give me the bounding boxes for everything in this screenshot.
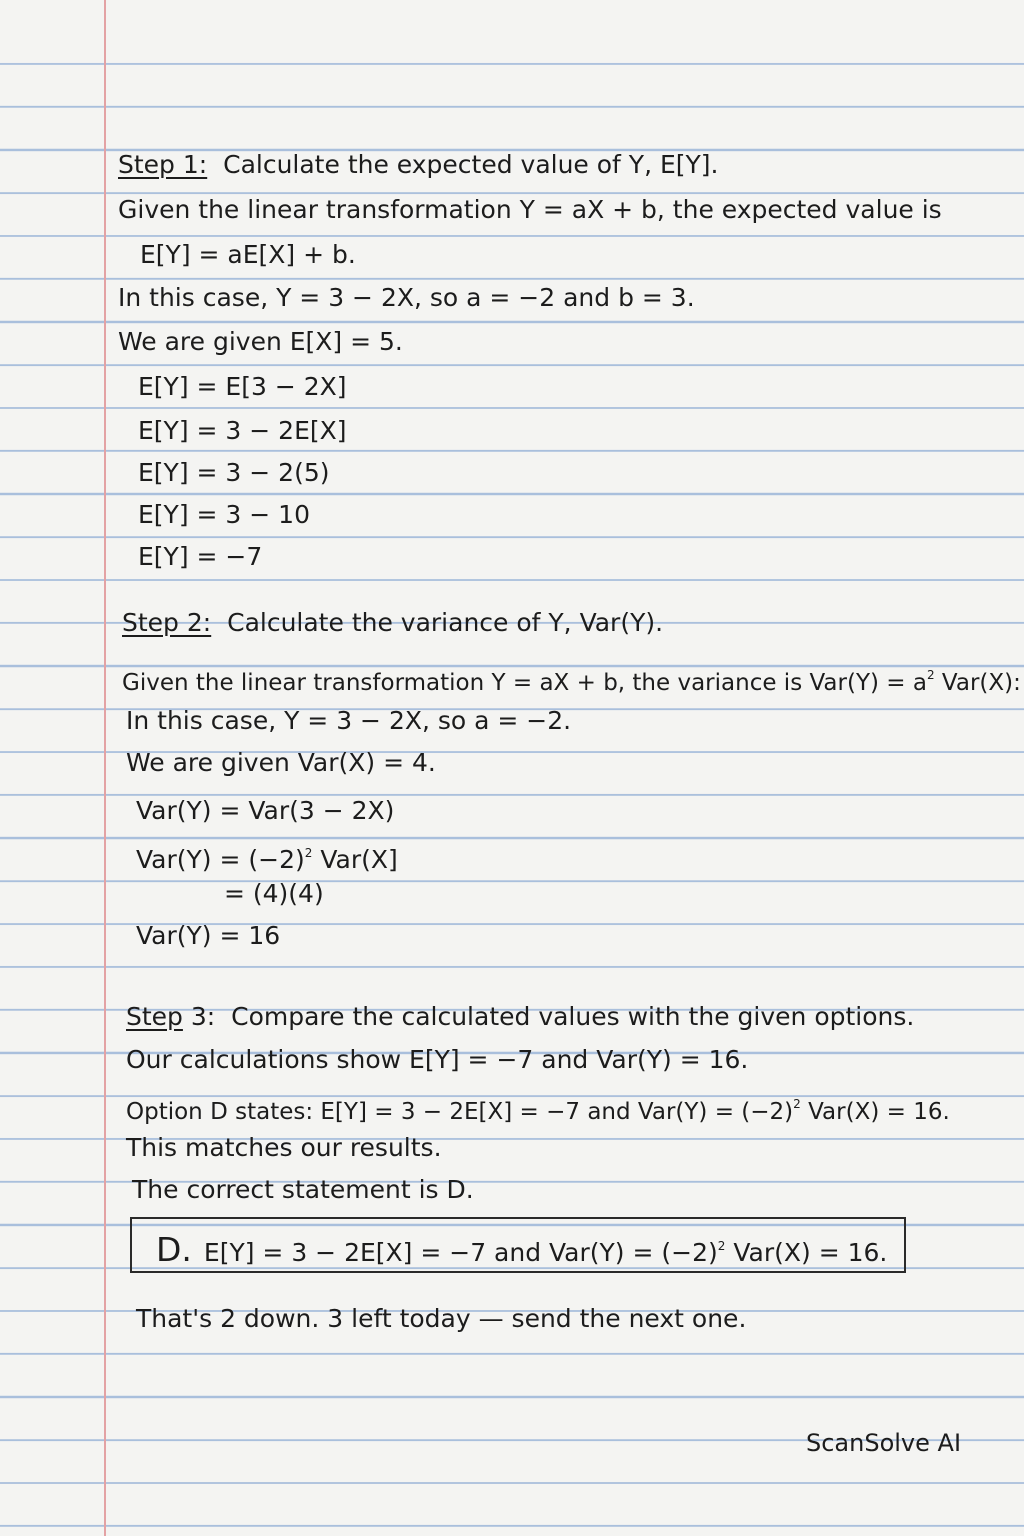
step1-work-4: E[Y] = 3 − 10 <box>138 500 310 529</box>
step2-work-4: Var(Y) = 16 <box>136 921 281 950</box>
step1-label: Step 1: <box>118 150 208 179</box>
answer-text-main: E[Y] = 3 − 2E[X] = −7 and Var(Y) = (−2) <box>203 1238 718 1267</box>
step2-line1-tail: Var(X): <box>934 670 1021 696</box>
brand-signature: ScanSolve AI <box>806 1429 962 1457</box>
step1-case: In this case, Y = 3 − 2X, so a = −2 and b = 3. <box>118 283 695 312</box>
answer-box <box>130 1217 906 1273</box>
step2-work-2 <box>136 838 398 875</box>
step3-option-text: Option D states: E[Y] = 3 − 2E[X] = −7 and Var(Y) = (−2) <box>126 1099 794 1125</box>
step3-option-exponent: 2 <box>793 1097 801 1111</box>
answer-text <box>156 1231 887 1268</box>
step3-option-tail: Var(X) = 16. <box>800 1099 950 1125</box>
step3-match: This matches our results. <box>126 1133 442 1162</box>
step1-given: We are given E[X] = 5. <box>118 327 403 356</box>
step2-work-2-tail: Var(X] <box>312 845 398 874</box>
step1-line1: Given the linear transformation Y = aX + b, the expected value is <box>118 195 942 224</box>
step1-heading <box>118 150 718 180</box>
step1-title: Calculate the expected value of Y, E[Y]. <box>223 150 719 179</box>
step1-work-3: E[Y] = 3 − 2(5) <box>138 458 330 487</box>
step3-label-num: 3: <box>190 1002 216 1031</box>
step2-line1-exponent: 2 <box>926 668 935 682</box>
step3-title: Compare the calculated values with the given options. <box>231 1002 915 1031</box>
step1-work-2: E[Y] = 3 − 2E[X] <box>138 416 347 445</box>
step1-rule: E[Y] = aE[X] + b. <box>140 240 356 269</box>
margin-line <box>104 0 106 1536</box>
step3-heading <box>126 1002 914 1032</box>
step2-work-2-text: Var(Y) = (−2) <box>136 845 305 874</box>
step1-work-5: E[Y] = −7 <box>138 542 263 571</box>
step1-work-1: E[Y] = E[3 − 2X] <box>138 372 347 401</box>
step2-work-3: = (4)(4) <box>224 879 324 908</box>
step2-heading <box>122 608 663 638</box>
step2-title: Calculate the variance of Y, Var(Y). <box>227 608 664 637</box>
step2-given: We are given Var(X) = 4. <box>126 748 436 777</box>
step3-label: Step <box>126 1002 183 1031</box>
step2-work-2-exponent: 2 <box>304 846 313 860</box>
step2-work-1: Var(Y) = Var(3 − 2X) <box>136 796 395 825</box>
step3-option <box>126 1089 950 1127</box>
answer-exponent: 2 <box>717 1239 726 1253</box>
step2-line1 <box>122 660 1021 698</box>
step2-case: In this case, Y = 3 − 2X, so a = −2. <box>126 706 572 735</box>
step2-label: Step 2: <box>122 608 212 637</box>
answer-letter: D. <box>156 1230 192 1269</box>
step3-correct: The correct statement is D. <box>132 1175 474 1204</box>
step3-calc: Our calculations show E[Y] = −7 and Var(Y) = 16. <box>126 1045 749 1074</box>
step2-line1-text: Given the linear transformation Y = aX + b, the variance is Var(Y) = a <box>122 670 927 696</box>
footer-note: That's 2 down. 3 left today — send the next one. <box>136 1304 747 1333</box>
answer-text-tail: Var(X) = 16. <box>725 1238 888 1267</box>
